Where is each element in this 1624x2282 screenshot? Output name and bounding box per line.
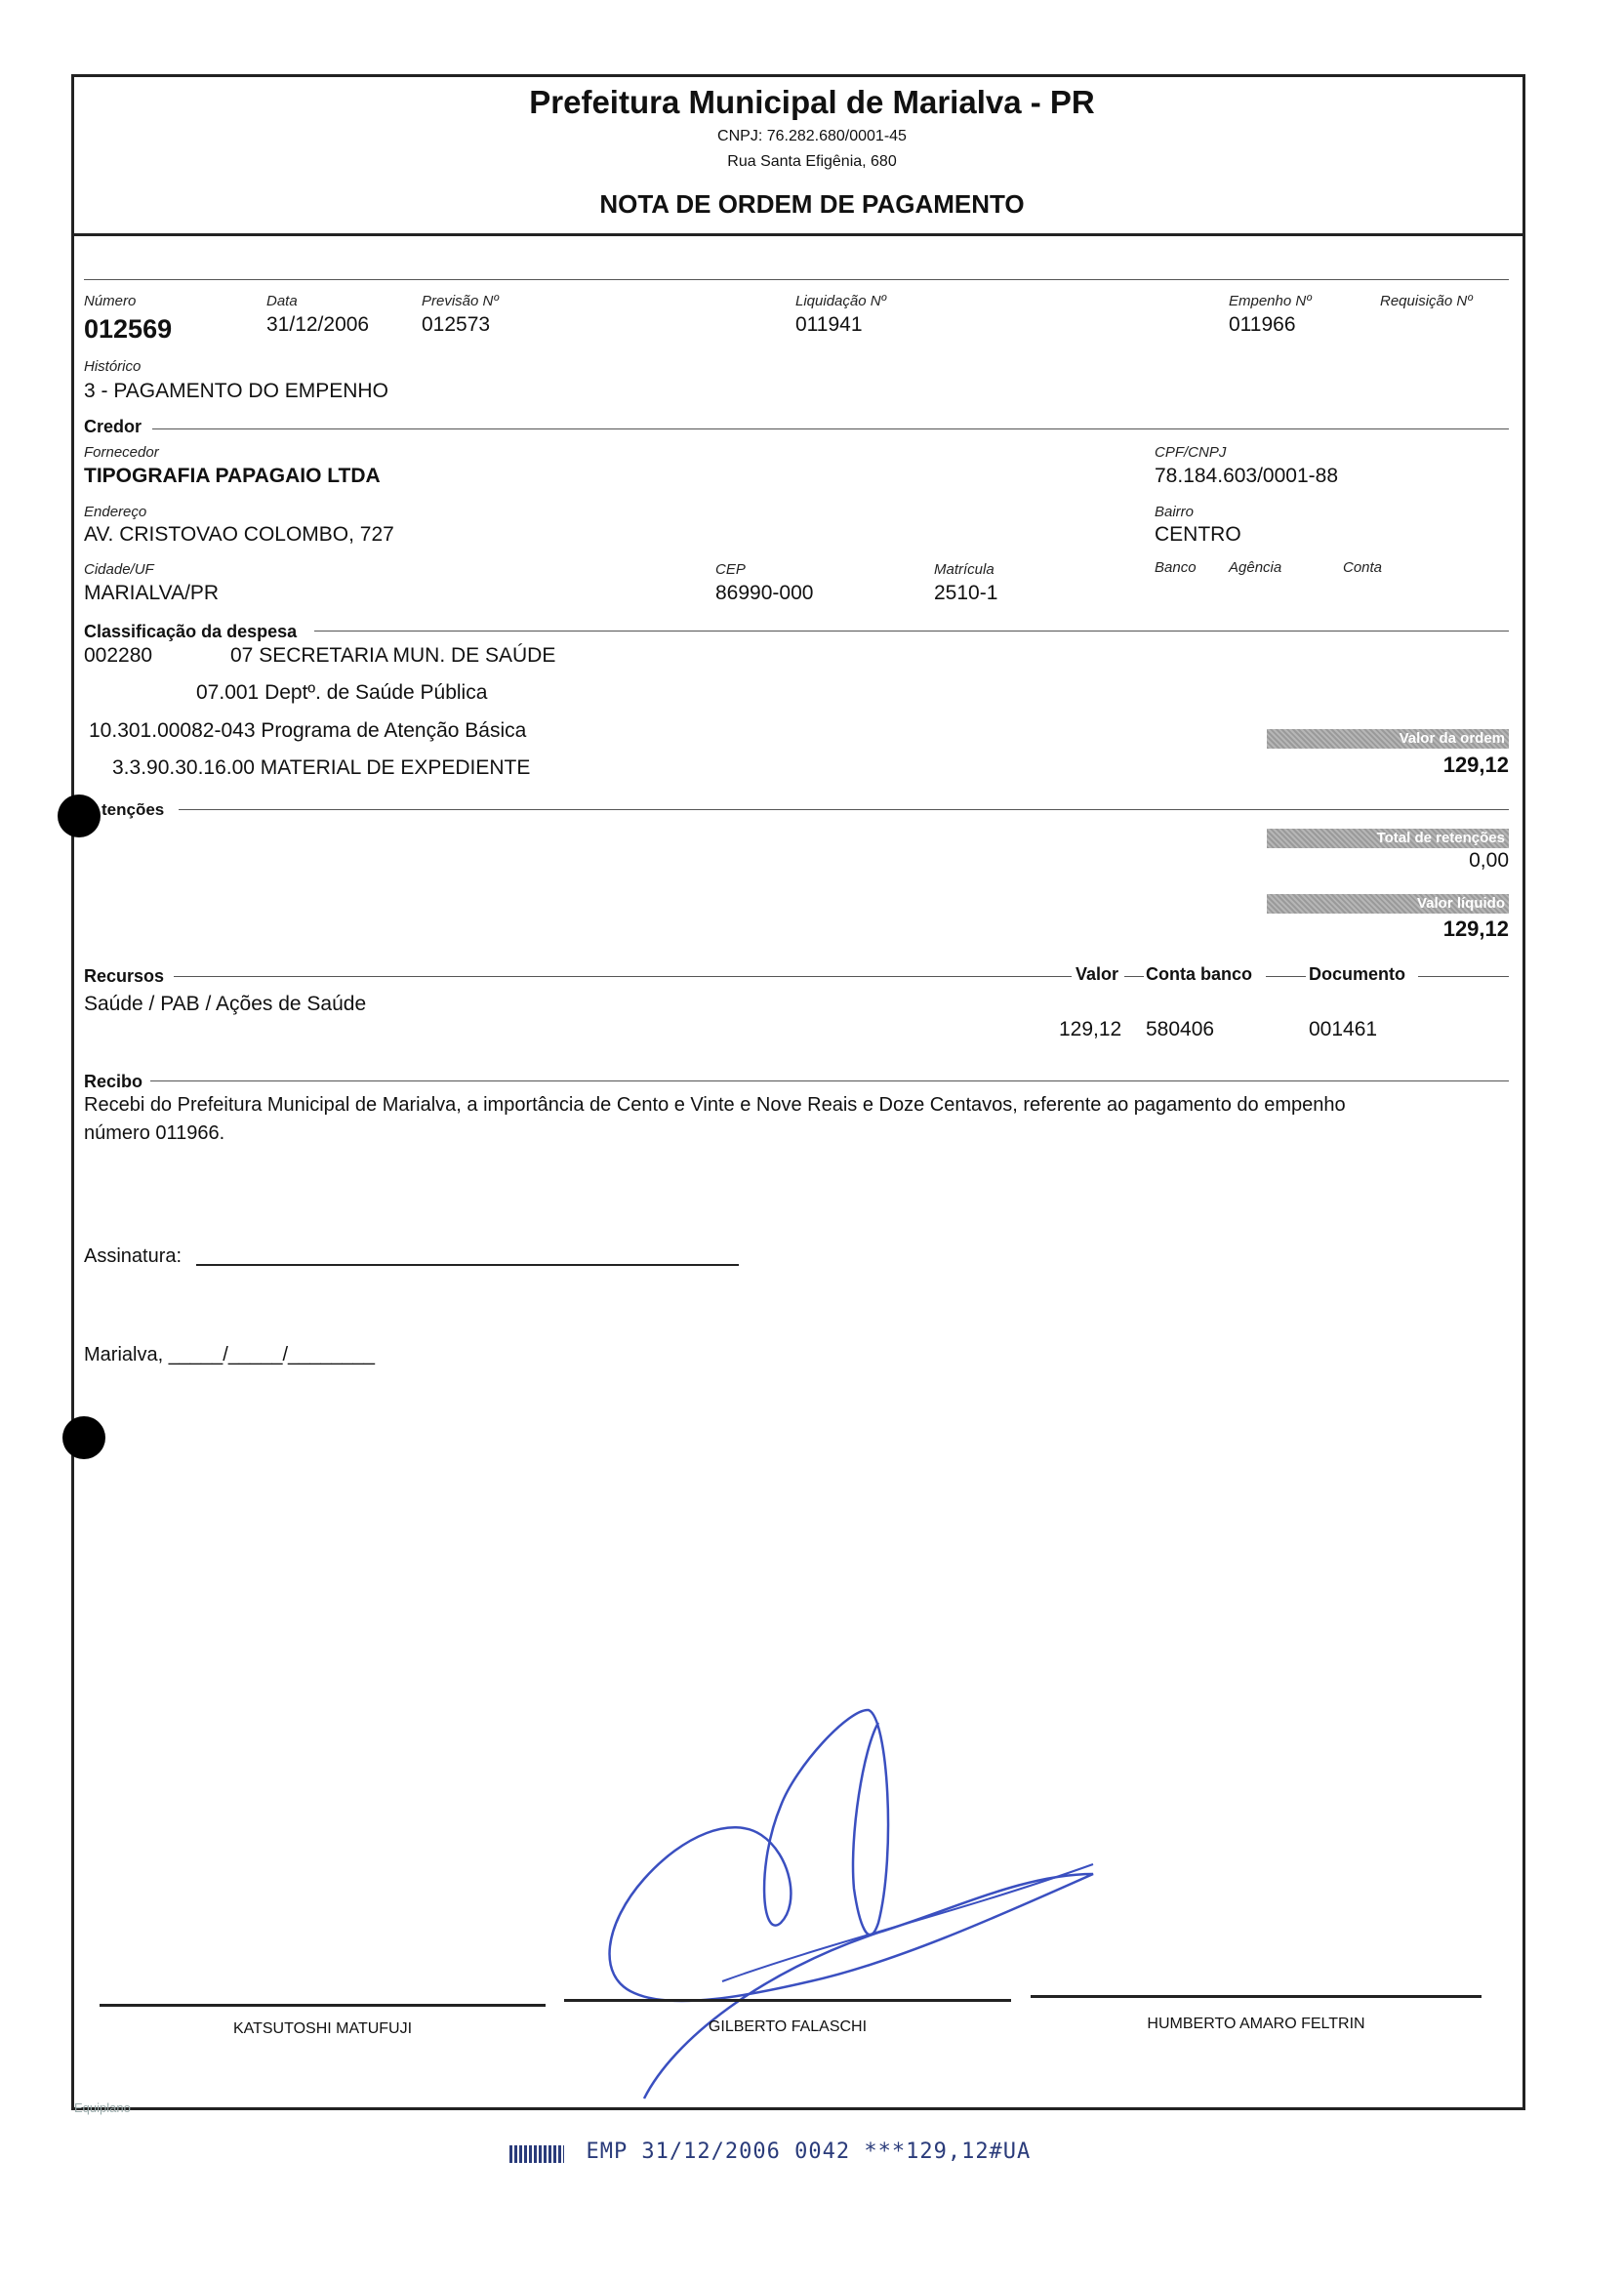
- document-header-title: Prefeitura Municipal de Marialva - PR: [529, 84, 1095, 120]
- signature-line-3: [1031, 1995, 1482, 1998]
- signature-line-1: [100, 2004, 546, 2007]
- valor-ordem-label: Valor da ordem: [1399, 730, 1505, 747]
- endereco-label: Endereço: [84, 504, 147, 520]
- classificacao-line3: 10.301.00082-043 Programa de Atenção Básica: [89, 719, 527, 742]
- signatory-1: KATSUTOSHI MATUFUJI: [232, 2020, 413, 2037]
- matricula-label: Matrícula: [934, 561, 995, 578]
- endereco-value: AV. CRISTOVAO COLOMBO, 727: [84, 523, 394, 546]
- historico-value: 3 - PAGAMENTO DO EMPENHO: [84, 380, 388, 402]
- recursos-valor: 129,12: [1059, 1018, 1122, 1040]
- liquidacao-value: 011941: [795, 313, 863, 336]
- credor-divider: [152, 428, 1509, 429]
- recibo-section-title: Recibo: [84, 1072, 143, 1091]
- valor-liquido-label: Valor líquido: [1416, 895, 1505, 912]
- recursos-section-title: Recursos: [84, 966, 165, 986]
- total-retencoes-label: Total de retenções: [1376, 830, 1505, 846]
- stamp-logo-icon: [509, 2145, 564, 2163]
- fornecedor-value: TIPOGRAFIA PAPAGAIO LTDA: [84, 465, 381, 487]
- conta-label: Conta: [1343, 559, 1383, 576]
- signatory-3: HUMBERTO AMARO FELTRIN: [1147, 2016, 1365, 2032]
- total-retencoes-bar: [1267, 829, 1509, 848]
- numero-value: 012569: [84, 314, 173, 344]
- empenho-value: 011966: [1229, 313, 1296, 336]
- punch-hole-top: [58, 795, 101, 837]
- cidade-value: MARIALVA/PR: [84, 582, 220, 604]
- agencia-label: Agência: [1229, 559, 1282, 576]
- matricula-value: 2510-1: [934, 582, 998, 604]
- header-divider: [71, 233, 1525, 236]
- assinatura-line: [196, 1264, 739, 1266]
- cep-value: 86990-000: [715, 582, 814, 604]
- valor-ordem-bar: [1267, 729, 1509, 749]
- empenho-label: Empenho Nº: [1229, 293, 1312, 309]
- local-data-line: Marialva, _____/_____/________: [84, 1344, 376, 1365]
- doc-title: NOTA DE ORDEM DE PAGAMENTO: [599, 189, 1025, 219]
- handwritten-signature: [586, 1689, 1113, 2118]
- recursos-conta-label: Conta banco: [1146, 964, 1253, 984]
- numero-label: Número: [84, 293, 137, 309]
- bank-stamp: [509, 2139, 1031, 2164]
- previsao-value: 012573: [422, 313, 491, 336]
- signatory-2: GILBERTO FALASCHI: [708, 2018, 868, 2035]
- address-text: Rua Santa Efigênia, 680: [727, 153, 897, 170]
- previsao-label: Previsão Nº: [422, 293, 499, 309]
- recursos-documento: 001461: [1309, 1018, 1378, 1040]
- valor-liquido-bar: [1267, 894, 1509, 914]
- recibo-text-line2: número 011966.: [84, 1122, 225, 1144]
- punch-hole-bottom: [62, 1416, 105, 1459]
- classificacao-divider: [314, 631, 1509, 632]
- classificacao-code: 002280: [84, 644, 153, 667]
- total-retencoes-value: 0,00: [1469, 849, 1509, 872]
- cpf-value: 78.184.603/0001-88: [1155, 465, 1339, 487]
- recursos-divider-3: [1266, 976, 1306, 977]
- recibo-divider: [150, 1080, 1509, 1081]
- classificacao-line4: 3.3.90.30.16.00 MATERIAL DE EXPEDIENTE: [112, 756, 531, 779]
- cidade-label: Cidade/UF: [84, 561, 154, 578]
- data-label: Data: [266, 293, 298, 309]
- valor-liquido-value: 129,12: [1442, 917, 1509, 941]
- assinatura-label: Assinatura:: [84, 1245, 183, 1267]
- credor-section-title: Credor: [84, 417, 142, 436]
- cep-label: CEP: [715, 561, 746, 578]
- requisicao-label: Requisição Nº: [1380, 293, 1473, 309]
- recursos-conta: 580406: [1146, 1018, 1215, 1040]
- retencoes-section-title: tenções: [102, 800, 165, 819]
- valor-ordem-value: 129,12: [1442, 753, 1509, 777]
- recursos-divider-2: [1124, 976, 1144, 977]
- cnpj-text: CNPJ: 76.282.680/0001-45: [717, 128, 907, 144]
- banco-label: Banco: [1155, 559, 1197, 576]
- signature-line-2: [564, 1999, 1011, 2002]
- recibo-text-line1: Recebi do Prefeitura Municipal de Marialva, a importância de Cento e Vinte e Nove Reais e Doze Centavos, referente ao pagamento do empenho: [84, 1094, 1346, 1116]
- bairro-value: CENTRO: [1155, 523, 1241, 546]
- recursos-documento-label: Documento: [1309, 964, 1405, 984]
- bairro-label: Bairro: [1155, 504, 1195, 520]
- historico-label: Histórico: [84, 358, 142, 375]
- recursos-descricao: Saúde / PAB / Ações de Saúde: [84, 993, 367, 1015]
- fornecedor-label: Fornecedor: [84, 444, 159, 461]
- cpf-label: CPF/CNPJ: [1155, 444, 1227, 461]
- software-footer: Equiplano: [74, 2100, 131, 2115]
- recursos-divider: [174, 976, 1072, 977]
- classificacao-line1: 07 SECRETARIA MUN. DE SAÚDE: [230, 644, 556, 667]
- recursos-valor-label: Valor: [1076, 964, 1119, 984]
- ids-divider: [84, 279, 1509, 280]
- stamp-text: EMP 31/12/2006 0042 ***129,12#UA: [586, 2139, 1032, 2164]
- liquidacao-label: Liquidação Nº: [795, 293, 887, 309]
- retencoes-divider: [179, 809, 1509, 810]
- data-value: 31/12/2006: [266, 313, 370, 336]
- classificacao-section-title: Classificação da despesa: [84, 622, 298, 641]
- recursos-divider-4: [1418, 976, 1509, 977]
- classificacao-line2: 07.001 Deptº. de Saúde Pública: [196, 681, 488, 704]
